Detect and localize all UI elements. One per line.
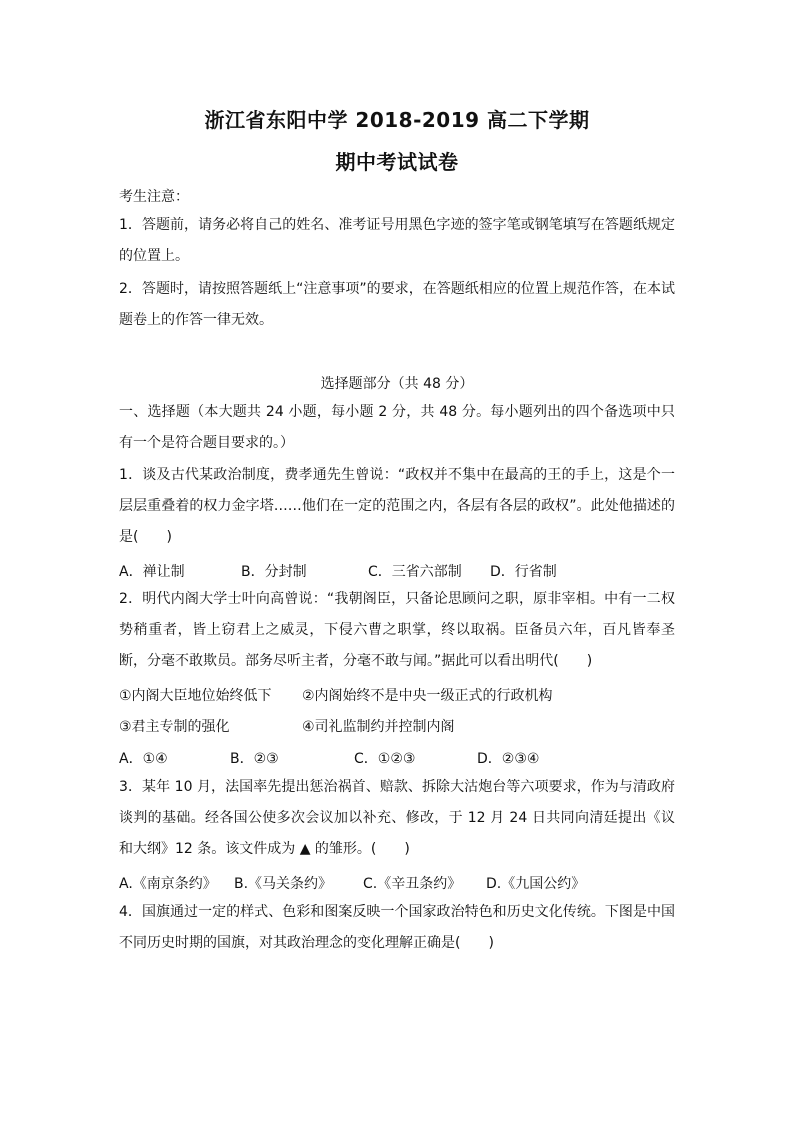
question-3-option-c: C.《辛丑条约》	[363, 876, 462, 892]
question-2-statement-1: ①内阁大臣地位始终低下	[119, 688, 272, 704]
question-2-option-a: A．①④	[119, 751, 168, 767]
question-1-option-a: A．禅让制	[119, 564, 185, 580]
question-2-statement-2: ②内阁始终不是中央一级正式的行政机构	[302, 688, 553, 704]
section-heading: 选择题部分（共 48 分）	[320, 376, 474, 392]
notice-item-1: 1．答题前，请务必将自己的姓名、准考证号用黑色字迹的签字笔或钢笔填写在答题纸规定的位置上。	[119, 217, 675, 264]
question-2-option-c: C．①②③	[354, 751, 416, 767]
question-1-stem: 1．谈及古代某政治制度，费孝通先生曾说：“政权并不集中在最高的王的手上，这是个一层层重叠着的权力金字塔……他们在一定的范围之内，各层有各层的政权”。此处他描述的是( )	[119, 467, 675, 545]
question-2-stem: 2．明代内阁大学士叶向高曾说：“我朝阁臣，只备论思顾问之职，原非宰相。中有一二权势稍重者，皆上窃君上之威灵，下侵六曹之职掌，终以取祸。臣备员六年，百凡皆奉圣断，分毫不敢欺员。部务尽听主者，分毫不敢与闻。”据此可以看出明代( )	[119, 591, 675, 669]
question-2-statement-4: ④司礼监制约并控制内阁	[302, 719, 455, 735]
question-2-option-d: D．②③④	[477, 751, 540, 767]
notice-item-2: 2．答题时，请按照答题纸上“注意事项”的要求，在答题纸相应的位置上规范作答，在本试题卷上的作答一律无效。	[119, 281, 675, 328]
question-1-option-c: C．三省六部制	[368, 564, 462, 580]
question-3-stem: 3．某年 10 月，法国率先提出惩治祸首、赔款、拆除大沽炮台等六项要求，作为与清政府谈判的基础。经各国公使多次会议加以补充、修改，于 12 月 24 日共同向清廷提出《议和大纲》12 条。该文件成为 ▲ 的雏形。( )	[119, 779, 675, 857]
question-3-option-d: D.《九国公约》	[486, 876, 586, 892]
exam-title-line2: 期中考试试卷	[335, 150, 459, 174]
section-intro: 一、选择题（本大题共 24 小题，每小题 2 分，共 48 分。每小题列出的四个备选项中只有一个是符合题目要求的。）	[119, 404, 675, 451]
question-3-option-a: A.《南京条约》	[119, 876, 217, 892]
question-3-option-b: B.《马关条约》	[234, 876, 333, 892]
question-4-stem: 4．国旗通过一定的样式、色彩和图案反映一个国家政治特色和历史文化传统。下图是中国不同历史时期的国旗，对其政治理念的变化理解正确是( )	[119, 904, 675, 951]
question-2-option-b: B．②③	[230, 751, 279, 767]
question-1-option-b: B．分封制	[241, 564, 307, 580]
exam-title-line1: 浙江省东阳中学 2018-2019 高二下学期	[204, 108, 590, 132]
notice-label: 考生注意：	[119, 189, 189, 205]
question-2-statement-3: ③君主专制的强化	[119, 719, 230, 735]
question-1-option-d: D．行省制	[490, 564, 557, 580]
